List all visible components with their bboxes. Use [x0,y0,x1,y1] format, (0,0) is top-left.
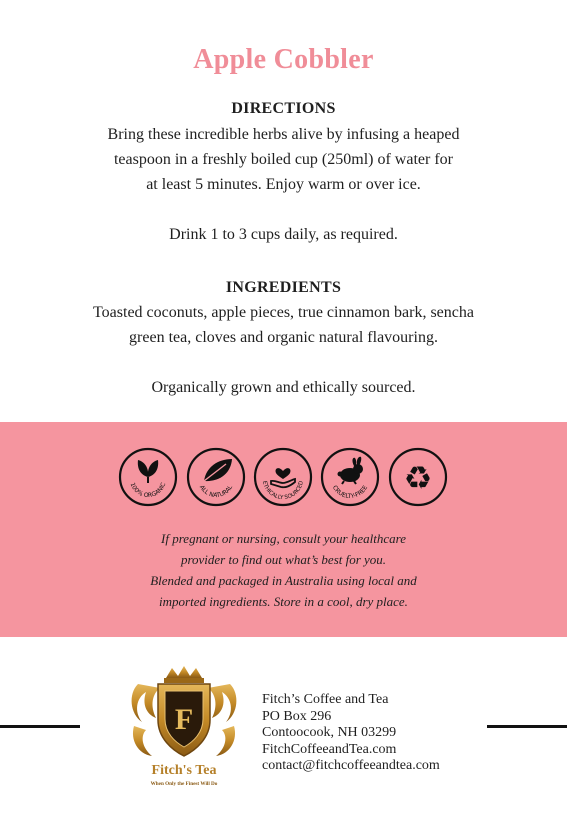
logo-tagline: When Only the Finest Will Do [150,781,218,787]
certification-badges [0,447,567,509]
heart-hand-icon [253,447,313,507]
ingredients-line: green tea, cloves and organic natural flavouring. [129,329,438,346]
ingredients-line: Toasted coconuts, apple pieces, true cinnamon bark, sencha [93,304,474,321]
right-divider [487,725,567,728]
company-name: Fitch’s Coffee and Tea [262,692,389,707]
organic-leaf-icon [118,447,178,507]
notice-line: If pregnant or nursing, consult your healthcare [161,531,406,546]
po-box: PO Box 296 [262,708,332,724]
city-line: Contoocook, NH 03299 [262,725,397,741]
recycle-icon [388,447,448,507]
product-title: Apple Cobbler [193,44,374,75]
natural-leaf-icon [186,447,246,507]
directions-heading: DIRECTIONS [231,100,336,117]
badge-ethical [253,447,313,507]
directions-line: Bring these incredible herbs alive by infusing a heaped [107,126,460,143]
badge-recycle [388,447,448,507]
ingredients-text [0,300,567,350]
badge-label: CRUELTY-FREE [330,484,370,501]
notice-line: provider to find out what’s best for you. [180,552,387,567]
badge-label: ETHICALLY SOURCED [261,480,305,502]
website-link[interactable]: FitchCoffeeandTea.com [262,741,397,757]
svg-text:100% ORGANIC [129,482,168,499]
badge-natural [186,447,246,507]
sourcing-text: Organically grown and ethically sourced. [151,379,416,396]
logo-name: Fitch's Tea [151,763,217,778]
dosage-text: Drink 1 to 3 cups daily, as required. [169,226,398,243]
svg-text:♻: ♻ [403,459,433,497]
email-link[interactable]: contact@fitchcoffeeandtea.com [262,758,440,774]
directions-line: at least 5 minutes. Enjoy warm or over ice. [146,176,421,193]
left-divider [0,725,80,728]
badge-label: 100% ORGANIC [128,481,168,500]
svg-text:ALL NATURAL [198,484,234,500]
badge-cruelty-free [320,447,380,507]
safety-notice [0,528,567,612]
badge-label: ALL NATURAL [197,484,235,500]
fitchs-tea-logo [124,664,244,790]
svg-text:CRUELTY-FREE [331,484,369,500]
contact-block [262,692,440,775]
directions-line: teaspoon in a freshly boiled cup (250ml) of water for [113,151,453,168]
ingredients-heading: INGREDIENTS [225,279,342,296]
logo-letter: F [174,703,194,736]
crest-icon [124,664,244,790]
badge-organic [118,447,178,507]
directions-text [0,122,567,197]
notice-line: imported ingredients. Store in a cool, dry place. [159,594,408,609]
notice-line: Blended and packaged in Australia using local and [150,573,417,588]
rabbit-icon [320,447,380,507]
